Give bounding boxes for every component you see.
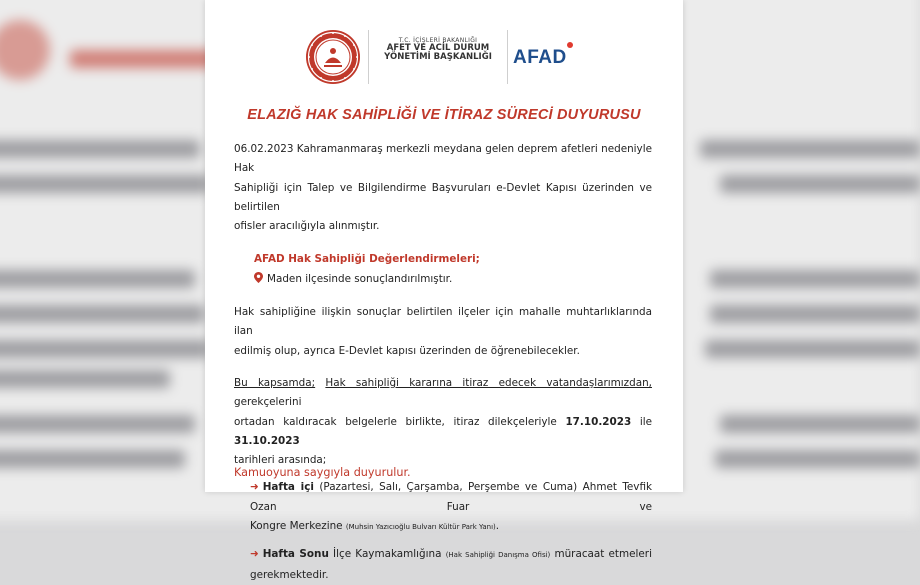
weekend-label: Hafta Sonu: [262, 548, 329, 561]
weekday-line-2: [234, 517, 652, 537]
weekday-days: (Pazartesi, Salı, Çarşamba, Perşembe ve Cuma): [313, 481, 578, 494]
afad-logo-dot-icon: [567, 42, 573, 48]
header-divider-2: [507, 30, 508, 84]
weekend-line-2: gerekmektedir.: [250, 568, 329, 581]
announcement-body: [234, 140, 652, 585]
arrow-right-icon: ➜: [250, 548, 259, 561]
weekend-office: (Hak Sahipliği Danışma Ofisi): [445, 551, 551, 560]
weekend-place: İlçe Kaymakamlığına: [328, 548, 442, 561]
intro-line-2: Sahipliği için Talep ve Bilgilendirme Başvuruları e-Devlet Kapısı üzerinden ve belirtilen: [234, 181, 652, 213]
weekday-end: .: [495, 520, 500, 533]
afad-logo: AFAD: [513, 47, 567, 68]
results-line-2: edilmiş olup, ayrıca E-Devlet kapısı üzerinden de öğrenebilecekler.: [234, 344, 580, 357]
location-pin-icon: [254, 272, 263, 283]
announcement-title: ELAZIĞ HAK SAHİPLİĞİ VE İTİRAZ SÜRECİ DUYURUSU: [247, 107, 641, 123]
ministry-line-1: T.C. İÇİŞLERİ BAKANLIĞI: [398, 37, 478, 44]
weekend-line-1: [234, 545, 652, 565]
date-connector: ile: [631, 415, 652, 428]
weekday-line-1: [234, 478, 652, 517]
intro-line-1: 06.02.2023 Kahramanmaraş merkezli meydana gelen deprem afetleri nedeniyle Hak: [234, 143, 652, 175]
objection-line-3: tarihleri arasında;: [234, 454, 327, 467]
results-line-1: Hak sahipliğine ilişkin sonuçlar belirtilen ilçeler için mahalle muhtarlıklarında ilan: [234, 306, 652, 338]
weekend-rest: müracaat etmeleri: [550, 548, 652, 561]
header-divider: [368, 30, 369, 84]
weekday-place-2: Kongre Merkezine: [250, 520, 343, 533]
closing-text: Kamuoyuna saygıyla duyurulur.: [234, 466, 411, 479]
objection-lead-c: gerekçelerini: [234, 396, 302, 409]
ministry-name: [373, 38, 503, 62]
evaluation-item: [234, 270, 652, 289]
ministry-line-2: AFET VE ACİL DURUM: [386, 43, 490, 54]
weekday-label: Hafta içi: [262, 481, 314, 494]
objection-line-1: [234, 374, 652, 413]
ministry-seal-icon: [304, 28, 362, 86]
announcement-document: [205, 0, 683, 581]
ministry-line-3: YÖNETİMİ BAŞKANLIĞI: [384, 52, 492, 63]
date-end: 31.10.2023: [234, 434, 300, 447]
evaluation-item-text: Maden ilçesinde sonuçlandırılmıştır.: [267, 272, 453, 285]
date-start: 17.10.2023: [565, 415, 632, 428]
weekday-address: (Muhsin Yazıcıoğlu Bulvarı Kültür Park Yanı): [345, 523, 496, 532]
objection-lead-b: Hak sahipliği kararına itiraz edecek vatandaşlarımızdan,: [325, 376, 652, 389]
letterhead: [205, 22, 683, 94]
arrow-right-icon: ➜: [250, 481, 259, 494]
objection-text: ortadan kaldıracak belgelerle birlikte, itiraz dilekçeleriyle: [234, 415, 566, 428]
intro-line-3: ofisler aracılığıyla alınmıştır.: [234, 220, 380, 233]
objection-lead-a: Bu kapsamda;: [234, 376, 316, 389]
evaluation-heading: AFAD Hak Sahipliği Değerlendirmeleri;: [254, 253, 480, 266]
objection-line-2: [234, 413, 652, 452]
weekday-place: Ahmet Tevfik Ozan Fuar ve: [250, 481, 653, 513]
